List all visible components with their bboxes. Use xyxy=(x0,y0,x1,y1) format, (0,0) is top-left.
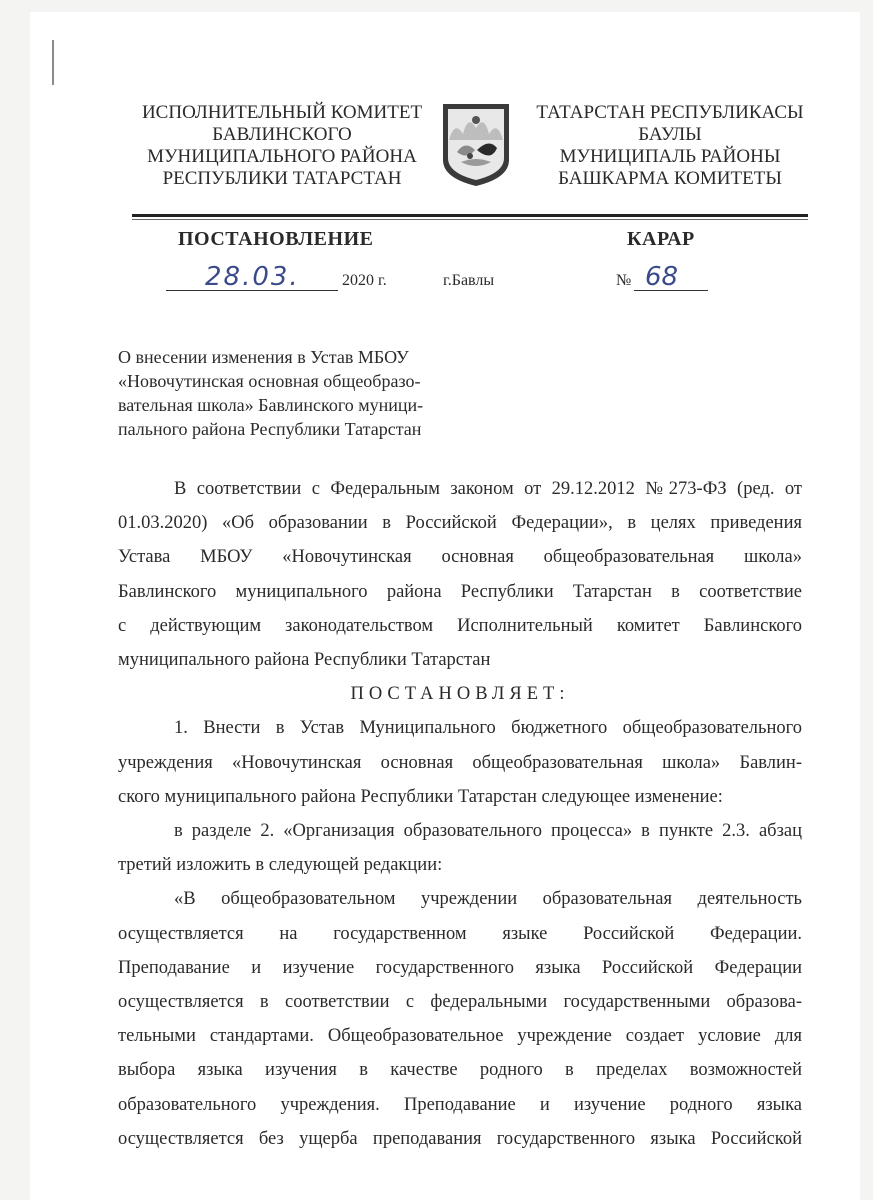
body-line: «В общеобразовательном учреждении образовательная деятельность xyxy=(174,889,802,910)
handwritten-date: 28.03. xyxy=(205,262,300,292)
header-divider-thin xyxy=(132,219,808,220)
body-line: третий изложить в следующей редакции: xyxy=(118,855,443,876)
margin-mark xyxy=(52,40,54,85)
header-left-line: МУНИЦИПАЛЬНОГО РАЙОНА xyxy=(147,146,417,167)
body-line: тельными стандартами. Общеобразовательное учреждение создает условие для xyxy=(118,1026,802,1047)
header-right-line: БАШКАРМА КОМИТЕТЫ xyxy=(558,168,782,189)
header-left-block xyxy=(132,102,432,190)
subject-line: вательная школа» Бавлинского муници- xyxy=(118,395,424,415)
doc-number-label: № xyxy=(616,272,632,289)
body-line: с действующим законодательством Исполнительный комитет Бавлинского xyxy=(118,615,802,636)
doc-year: 2020 г. xyxy=(342,272,387,289)
subject-line: «Новочутинская основная общеобразо- xyxy=(118,371,421,391)
body-line: выбора языка изучения в качестве родного в пределах возможностей xyxy=(118,1060,802,1081)
header-right-line: ТАТАРСТАН РЕСПУБЛИКАСЫ xyxy=(536,102,804,123)
header-divider xyxy=(132,214,808,217)
doc-city: г.Бавлы xyxy=(443,272,495,289)
body-line: Преподавание и изучение государственного языка Российской Федерации xyxy=(118,957,802,978)
body-line: осуществляется без ущерба преподавания государственного языка Российской xyxy=(118,1128,802,1149)
subject-line: пального района Республики Татарстан xyxy=(118,419,422,439)
handwritten-number: 68 xyxy=(645,262,679,292)
coat-of-arms-icon xyxy=(437,100,515,188)
body-line: Устава МБОУ «Новочутинская основная общеобразовательная школа» xyxy=(118,547,802,568)
doc-subject xyxy=(118,345,478,441)
body-line: учреждения «Новочутинская основная общеобразовательная школа» Бавлин- xyxy=(118,752,802,773)
header-left-line: БАВЛИНСКОГО xyxy=(212,124,352,145)
header-left-line: ИСПОЛНИТЕЛЬНЫЙ КОМИТЕТ xyxy=(141,102,423,123)
doc-body xyxy=(118,472,802,1156)
body-line: муниципального района Республики Татарстан xyxy=(118,650,491,671)
doc-title-tt: КАРАР xyxy=(627,228,695,250)
header-right-line: БАУЛЫ xyxy=(638,124,702,145)
header-left-line: РЕСПУБЛИКИ ТАТАРСТАН xyxy=(162,168,402,189)
body-line: осуществляется на государственном языке Российской Федерации. xyxy=(118,923,802,944)
body-line: В соответствии с Федеральным законом от 29.12.2012 №273-ФЗ (ред. от xyxy=(174,479,802,499)
header-right-line: МУНИЦИПАЛЬ РАЙОНЫ xyxy=(559,146,781,167)
body-line: 01.03.2020) «Об образовании в Российской Федерации», в целях приведения xyxy=(118,513,802,534)
body-line: ского муниципального района Республики Татарстан следующее изменение: xyxy=(118,786,723,807)
body-line: осуществляется в соответствии с федеральными государственными образова- xyxy=(118,992,802,1013)
body-line: образовательного учреждения. Преподавание и изучение родного языка xyxy=(118,1094,802,1115)
body-line: в разделе 2. «Организация образовательного процесса» в пункте 2.3. абзац xyxy=(174,821,802,842)
subject-line: О внесении изменения в Устав МБОУ xyxy=(118,347,409,367)
body-line: Бавлинского муниципального района Республики Татарстан в соответствие xyxy=(118,581,802,602)
doc-title-ru: ПОСТАНОВЛЕНИЕ xyxy=(178,228,374,250)
header-right-block xyxy=(520,102,820,190)
decree-heading: ПОСТАНОВЛЯЕТ: xyxy=(350,684,570,705)
body-line: 1. Внести в Устав Муниципального бюджетного общеобразовательного xyxy=(174,718,802,739)
